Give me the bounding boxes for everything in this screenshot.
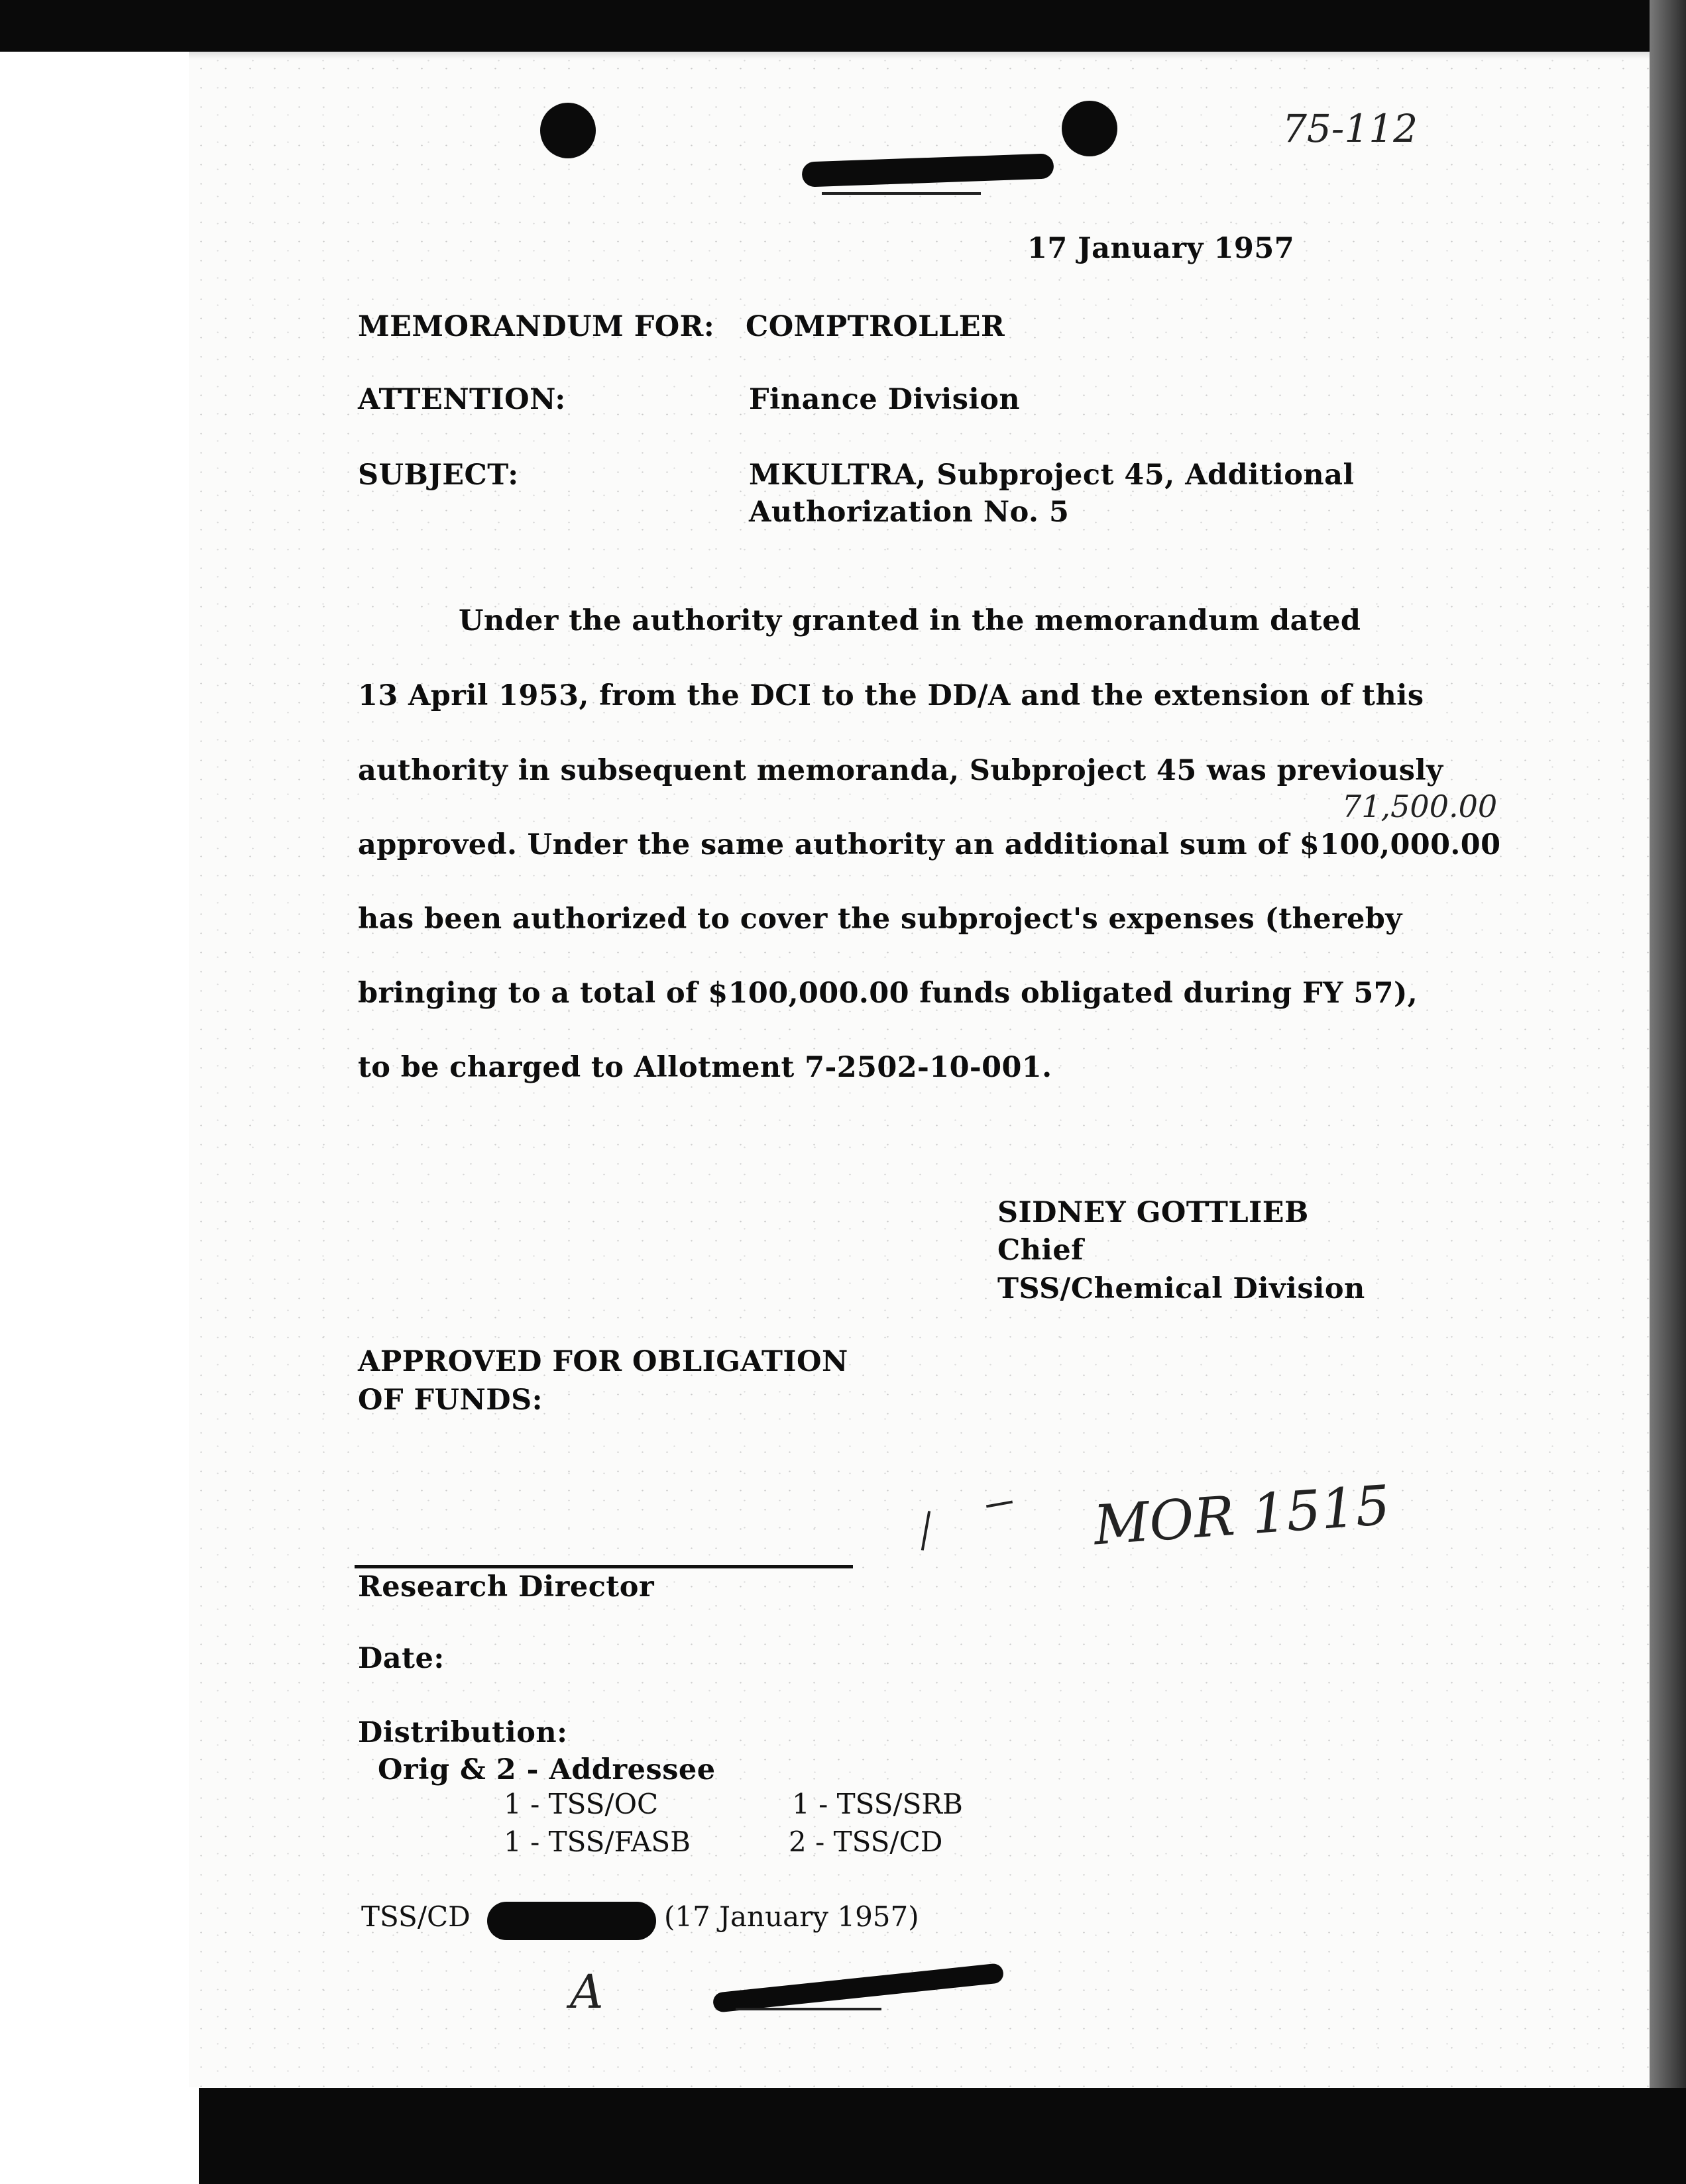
distribution-item-tss-fasb: 1 - TSS/FASB [504,1826,691,1858]
memo-for-label: MEMORANDUM FOR: [358,310,715,343]
signature-title: Chief [997,1234,1084,1267]
classification-underline [822,192,981,195]
scan-frame-top [0,0,1686,52]
scan-margin-left [0,0,192,2184]
approval-signature-line [355,1565,853,1568]
memo-for-value: COMPTROLLER [746,310,1005,343]
scan-frame-right [1650,0,1686,2184]
subject-line-2: Authorization No. 5 [749,496,1070,529]
handwritten-mor-number: MOR 1515 [1092,1474,1392,1558]
punch-hole-left [540,103,596,158]
footer-date: (17 January 1957) [664,1900,919,1933]
scan-frame-bottom [199,2088,1686,2184]
body-line-7: to be charged to Allotment 7-2502-10-001. [358,1051,1052,1084]
handwritten-document-number: 75-112 [1282,106,1418,151]
approval-date-label: Date: [358,1642,445,1675]
redacted-initials [487,1902,656,1940]
subject-label: SUBJECT: [358,459,519,492]
distribution-item-tss-srb: 1 - TSS/SRB [792,1788,963,1820]
body-line-3: authority in subsequent memoranda, Subproject 45 was previously [358,754,1443,787]
punch-hole-right [1062,101,1117,156]
attention-label: ATTENTION: [358,383,566,416]
distribution-item-tss-cd: 2 - TSS/CD [789,1826,943,1858]
distribution-item-tss-oc: 1 - TSS/OC [504,1788,659,1820]
distribution-label: Distribution: [358,1716,568,1749]
body-line-5: has been authorized to cover the subproject's expenses (thereby [358,902,1402,936]
bottom-mark-line [736,2008,881,2010]
distribution-orig: Orig & 2 - Addressee [378,1753,716,1786]
body-line-4: approved. Under the same authority an additional sum of $100,000.00 [358,828,1501,861]
body-line-2: 13 April 1953, from the DCI to the DD/A and the extension of this [358,679,1424,712]
signature-division: TSS/Chemical Division [997,1272,1365,1305]
handwritten-initial: A [570,1965,604,2019]
approval-line-1: APPROVED FOR OBLIGATION [358,1345,848,1378]
memo-date: 17 January 1957 [1027,232,1295,265]
approval-signer: Research Director [358,1570,655,1604]
body-line-6: bringing to a total of $100,000.00 funds obligated during FY 57), [358,977,1418,1010]
handwritten-amount: 71,500.00 [1342,789,1498,824]
approval-line-2: OF FUNDS: [358,1384,543,1417]
attention-value: Finance Division [749,383,1021,416]
footer-office: TSS/CD [361,1900,471,1933]
signature-name: SIDNEY GOTTLIEB [997,1196,1309,1229]
body-line-1: Under the authority granted in the memorandum dated [459,604,1361,637]
subject-line-1: MKULTRA, Subproject 45, Additional [749,459,1355,492]
